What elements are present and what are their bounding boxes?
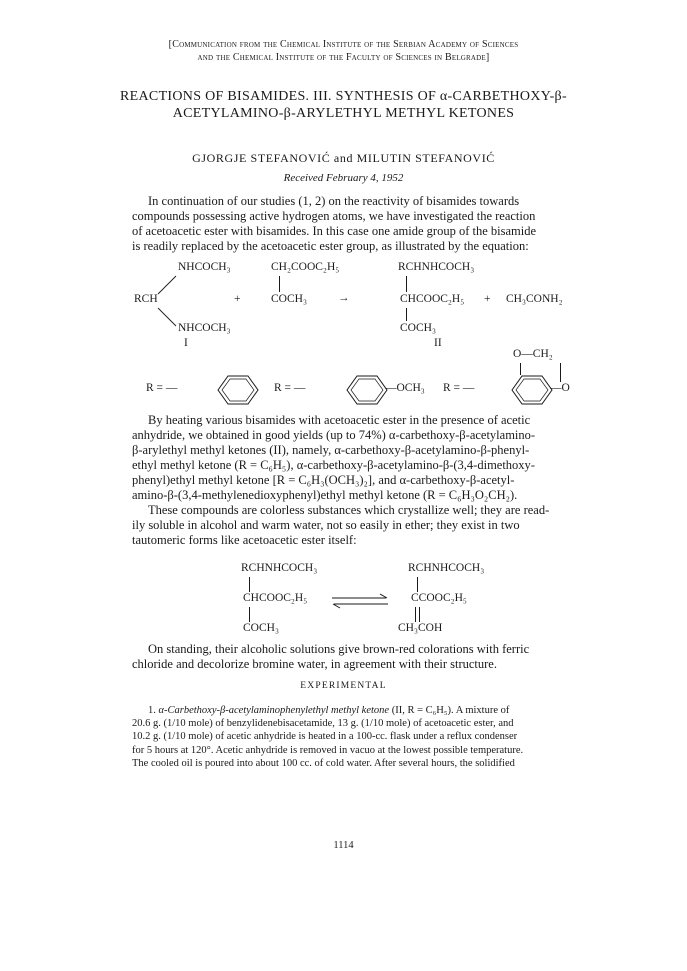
communication-line-2: and the Chemical Institute of the Faculty of Sciences in Belgrade] xyxy=(197,52,490,63)
bond-vertical xyxy=(249,577,250,592)
body-line: phenyl)ethyl methyl ketone [R = C₆H₃(OCH₃)₂], and α-carbethoxy-β-acetyl- xyxy=(132,473,515,487)
tautomer-keto-bottom: COCH₃ xyxy=(243,622,279,634)
item-title-rest: (II, R = C₆H₅). A mixture of xyxy=(391,705,510,716)
standing-paragraph xyxy=(132,642,572,672)
equilibrium-arrows-icon xyxy=(330,593,390,609)
received-date: Received February 4, 1952 xyxy=(283,172,404,184)
authors: GJORGJE STEFANOVIĆ and MILUTIN STEFANOVIĆ xyxy=(192,151,495,165)
intro-line: of acetoacetic ester with bisamides. In this case one amide group of the bisamide xyxy=(132,224,537,238)
communication-line-1: [Communication from the Chemical Institute of the Serbian Academy of Sciences xyxy=(168,39,519,50)
reaction-arrow: → xyxy=(338,292,350,304)
body-line: ethyl methyl ketone (R = C₆H₅), α-carbethoxy-β-acetylamino-β-(3,4-dimethoxy- xyxy=(132,458,535,472)
intro-line: is readily replaced by the acetoacetic ester group, as illustrated by the equation: xyxy=(132,239,529,253)
formula-rch: RCH xyxy=(134,293,158,305)
title-line-2: ACETYLAMINO-β-ARYLETHYL METHYL KETONES xyxy=(172,106,515,121)
label-compound-II: II xyxy=(434,337,442,349)
double-bond-right xyxy=(419,607,420,622)
tautomer-keto-top: RCHNHCOCH₃ xyxy=(241,562,318,574)
experimental-line: The cooled oil is poured into about 100 cc. of cold water. After several hours, the solidified xyxy=(132,757,515,769)
body-line: β-arylethyl methyl ketones (II), namely, α-carbethoxy-β-acetylamino-β-phenyl- xyxy=(132,443,530,457)
plus-sign: + xyxy=(234,293,241,305)
standing-line: chloride and decolorize bromine water, in agreement with their structure. xyxy=(132,657,497,671)
label-compound-I: I xyxy=(184,337,188,349)
tautomer-enol-mid: CCOOC₂H₅ xyxy=(411,592,467,604)
formula-chcooc2h5: CHCOOC₂H₅ xyxy=(400,293,465,305)
title-line-1: REACTIONS OF BISAMIDES. III. SYNTHESIS OF α-CARBETHOXY-β- xyxy=(120,89,567,104)
bond-vertical xyxy=(406,308,407,321)
body-line: These compounds are colorless substances which crystallize well; they are read- xyxy=(148,503,550,517)
communication-note xyxy=(0,38,687,64)
standing-line: On standing, their alcoholic solutions give brown-red colorations with ferric xyxy=(148,642,530,656)
experimental-line: for 5 hours at 120°. Acetic anhydride is removed in vacuo at the lowest possible temperature. xyxy=(132,744,524,756)
body-line: amino-β-(3,4-methylenedioxyphenyl)ethyl methyl ketone (R = C₆H₃O₂CH₂). xyxy=(132,488,518,502)
intro-line: In continuation of our studies (1, 2) on the reactivity of bisamides towards xyxy=(148,194,520,208)
bond-vertical xyxy=(417,577,418,592)
double-bond-left xyxy=(415,607,416,622)
intro-line: compounds possessing active hydrogen atoms, we have investigated the reaction xyxy=(132,209,536,223)
methylene-bridge: O—CH₂ xyxy=(513,348,553,360)
plus-sign: + xyxy=(484,293,491,305)
body-line: tautomeric forms like acetoacetic ester itself: xyxy=(132,533,357,547)
body-line: anhydride, we obtained in good yields (up to 74%) α-carbethoxy-β-acetylamino- xyxy=(132,428,536,442)
body-line: By heating various bisamides with acetoacetic ester in the presence of acetic xyxy=(148,413,531,427)
page-number: 1114 xyxy=(333,840,354,851)
tautomer-enol-top: RCHNHCOCH₃ xyxy=(408,562,485,574)
intro-paragraph xyxy=(132,194,572,254)
formula-nhcoch3-bottom: NHCOCH₃ xyxy=(178,322,231,334)
body-line: ily soluble in alcohol and warm water, not so easily in ether; they exist in two xyxy=(132,518,520,532)
r-equals-dimethoxyphenyl: R = — xyxy=(274,382,306,394)
experimental-section xyxy=(132,704,572,770)
bond-vertical xyxy=(249,607,250,622)
experimental-item-title-line xyxy=(132,704,572,717)
benzene-ring-icon xyxy=(206,372,270,408)
article-title xyxy=(0,88,687,122)
formula-nhcoch3-top: NHCOCH₃ xyxy=(178,261,231,273)
experimental-line: 10.2 g. (1/10 mole) of acetic anhydride is heated in a 100-cc. flask under a reflux condenser xyxy=(132,731,518,743)
ring-oxygen: —O xyxy=(550,382,570,394)
formula-ch3conh2: CH₃CONH₂ xyxy=(506,293,563,305)
formula-rchnhcoch3: RCHNHCOCH₃ xyxy=(398,261,475,273)
r-equals-phenyl: R = — xyxy=(146,382,178,394)
tautomer-keto-mid: CHCOOC₂H₅ xyxy=(243,592,308,604)
item-number: 1. xyxy=(148,705,156,716)
formula-coch3: COCH₃ xyxy=(271,293,307,305)
tautomer-enol-bottom: CH₃COH xyxy=(398,622,443,634)
body-paragraph xyxy=(132,413,572,548)
formula-coch3-product: COCH₃ xyxy=(400,322,436,334)
formula-ch2cooc2h5: CH₂COOC₂H₅ xyxy=(271,261,340,273)
bond-vertical xyxy=(406,276,407,292)
r-equals-methylenedioxyphenyl: R = — xyxy=(443,382,475,394)
methoxy-group: —OCH₃ xyxy=(385,382,425,394)
item-title: α-Carbethoxy-β-acetylaminophenylethyl methyl ketone xyxy=(158,705,390,716)
experimental-line: 20.6 g. (1/10 mole) of benzylidenebisacetamide, 13 g. (1/10 mole) of acetoacetic ester, and xyxy=(132,718,514,730)
bond-vertical xyxy=(279,276,280,292)
experimental-heading: EXPERIMENTAL xyxy=(300,681,387,691)
